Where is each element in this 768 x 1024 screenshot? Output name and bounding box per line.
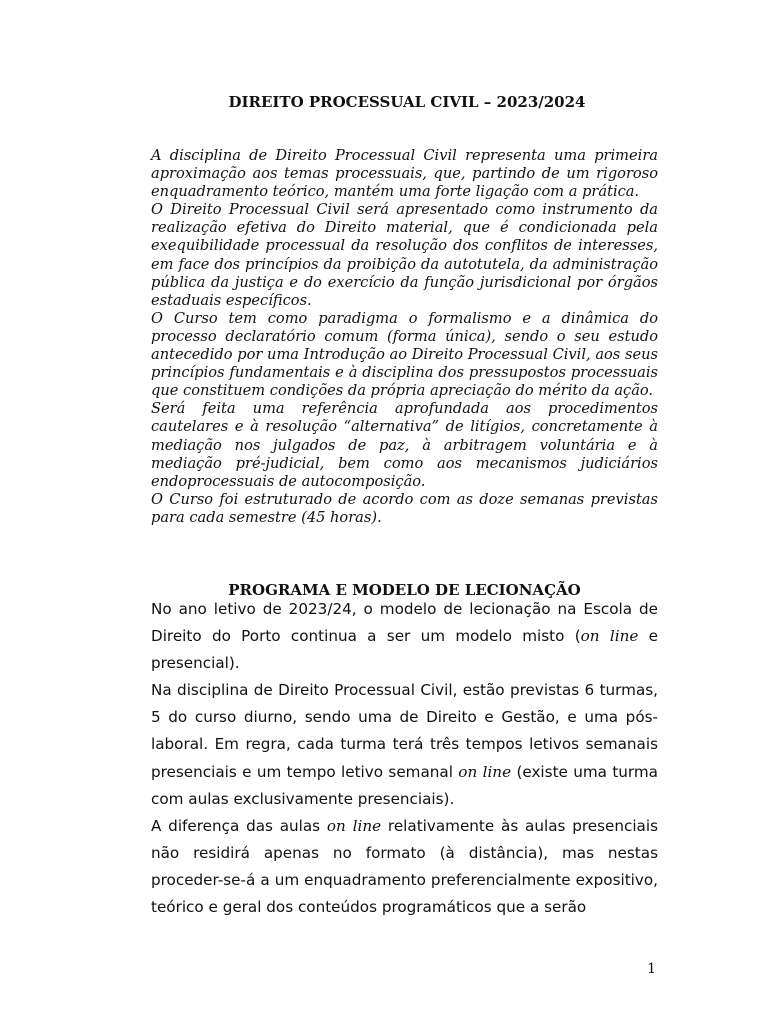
body-paragraph	[151, 677, 658, 812]
emphasis-text: on line	[580, 627, 639, 646]
page-number: 1	[647, 961, 656, 977]
intro-paragraph: Será feita uma referência aprofundada aos procedimentos cautelares e à resolução “alternativa” de litígios, concretamente à mediação nos julgados de paz, à arbitragem voluntária e à mediação pré-judicial, bem como aos mecanismos judiciários endoprocessuais de autocomposição.	[151, 400, 658, 490]
emphasis-text: on line	[458, 762, 512, 781]
document-title: DIREITO PROCESSUAL CIVIL – 2023/2024	[228, 93, 586, 111]
body-paragraph	[151, 813, 658, 921]
intro-paragraph: O Direito Processual Civil será apresentado como instrumento da realização efetiva do Direito material, que é condicionada pela exequibilidade processual da resolução dos conflitos de interesses, em face dos princípios da proibição da autotutela, da administração pública da justiça e do exercício da função jurisdicional por órgãos estaduais específicos.	[151, 201, 658, 309]
intro-paragraph: O Curso tem como paradigma o formalismo e a dinâmica do processo declaratório comum (forma única), sendo o seu estudo antecedido por uma Introdução ao Direito Processual Civil, aos seus princípios fundamentais e à disciplina dos pressupostos processuais que constituem condições da própria apreciação do mérito da ação.	[151, 309, 658, 400]
body-text-segment: Na disciplina de Direito Processual Civil, estão previstas 6 turmas, 5 do curso diurno, sendo uma de Direito e Gestão, e uma pós-laboral. Em regra, cada turma terá três tempos letivos semanais presenciais e um tempo letivo semanal	[151, 681, 658, 781]
section-title: PROGRAMA E MODELO DE LECIONAÇÃO	[228, 581, 581, 599]
body-text-segment: e presencial).	[151, 627, 658, 673]
body-text-segment: No ano letivo de 2023/24, o modelo de lecionação na Escola de Direito do Porto continua a ser um modelo misto (	[151, 600, 658, 646]
course-description	[151, 147, 658, 527]
body-text-segment: (existe uma turma com aulas exclusivamente presenciais).	[151, 762, 658, 808]
program-body	[151, 596, 658, 922]
emphasis-text: on line	[326, 816, 382, 835]
body-paragraph	[151, 596, 658, 677]
intro-paragraph: O Curso foi estruturado de acordo com as doze semanas previstas para cada semestre (45 horas).	[151, 490, 658, 526]
body-text-segment: A diferença das aulas	[151, 816, 327, 835]
body-text-segment: relativamente às aulas presenciais não residirá apenas no formato (à distância), mas nestas proceder-se-á a um enquadramento preferencialmente expositivo, teórico e geral dos conteúdos programáticos que a serão	[151, 816, 658, 917]
intro-paragraph: A disciplina de Direito Processual Civil representa uma primeira aproximação aos temas processuais, que, partindo de um rigoroso enquadramento teórico, mantém uma forte ligação com a prática.	[151, 147, 658, 201]
